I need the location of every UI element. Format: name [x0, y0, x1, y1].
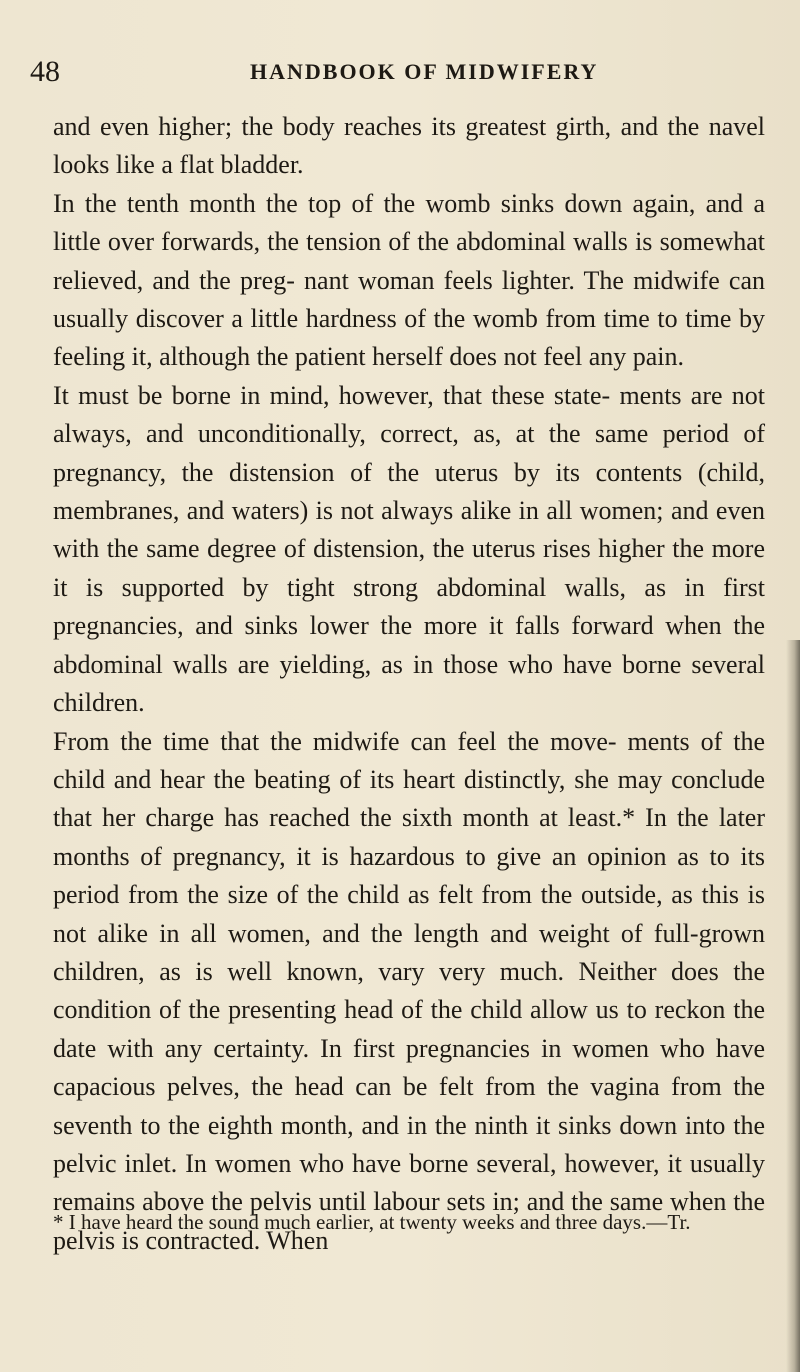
- page-edge-shadow: [786, 640, 800, 1372]
- paragraph: and even higher; the body reaches its greatest girth, and the navel looks like a flat bladder.: [53, 112, 765, 180]
- running-head: HANDBOOK OF MIDWIFERY: [250, 59, 599, 84]
- paragraph: In the tenth month the top of the womb sinks down again, and a little over forwards, the tension of the abdominal walls is somewhat relieved, and the preg- nant woman feels lighter. The midwife can usually discover a little hardness of the womb from time to time by feeling it, although the patient herself does not feel any pain.: [53, 188, 765, 372]
- paragraph: It must be borne in mind, however, that these state- ments are not always, and unconditionally, correct, as, at the same period of pregnancy, the distension of the uterus by its contents (child, membranes, and waters) is not always alike in all women; and even with the same degree of distension, the uterus rises higher the more it is supported by tight strong abdominal walls, as in first pregnancies, and sinks lower the more it falls forward when the abdominal walls are yielding, as in those who have borne several children.: [53, 380, 765, 718]
- paragraph: From the time that the midwife can feel the move- ments of the child and hear the beating of its heart distinctly, she may conclude that her charge has reached the sixth month at least.* In the later months of pregnancy, it is hazardous to give an opinion as to its period from the size of the child as felt from the outside, as this is not alike in all women, and the length and weight of full-grown children, as is well known, vary very much. Neither does the condition of the presenting head of the child allow us to reckon the date with any certainty. In first pregnancies in women who have capacious pelves, the head can be felt from the vagina from the seventh to the eighth month, and in the ninth it sinks down into the pelvic inlet. In women who have borne several, however, it usually remains above the pelvis until labour sets in; and the same when the pelvis is contracted. When: [53, 726, 765, 1255]
- body-text: [53, 108, 765, 1260]
- page-header: [30, 52, 770, 92]
- page-number: 48: [30, 55, 60, 88]
- footnote: * I have heard the sound much earlier, at twenty weeks and three days.—Tr.: [53, 1210, 691, 1234]
